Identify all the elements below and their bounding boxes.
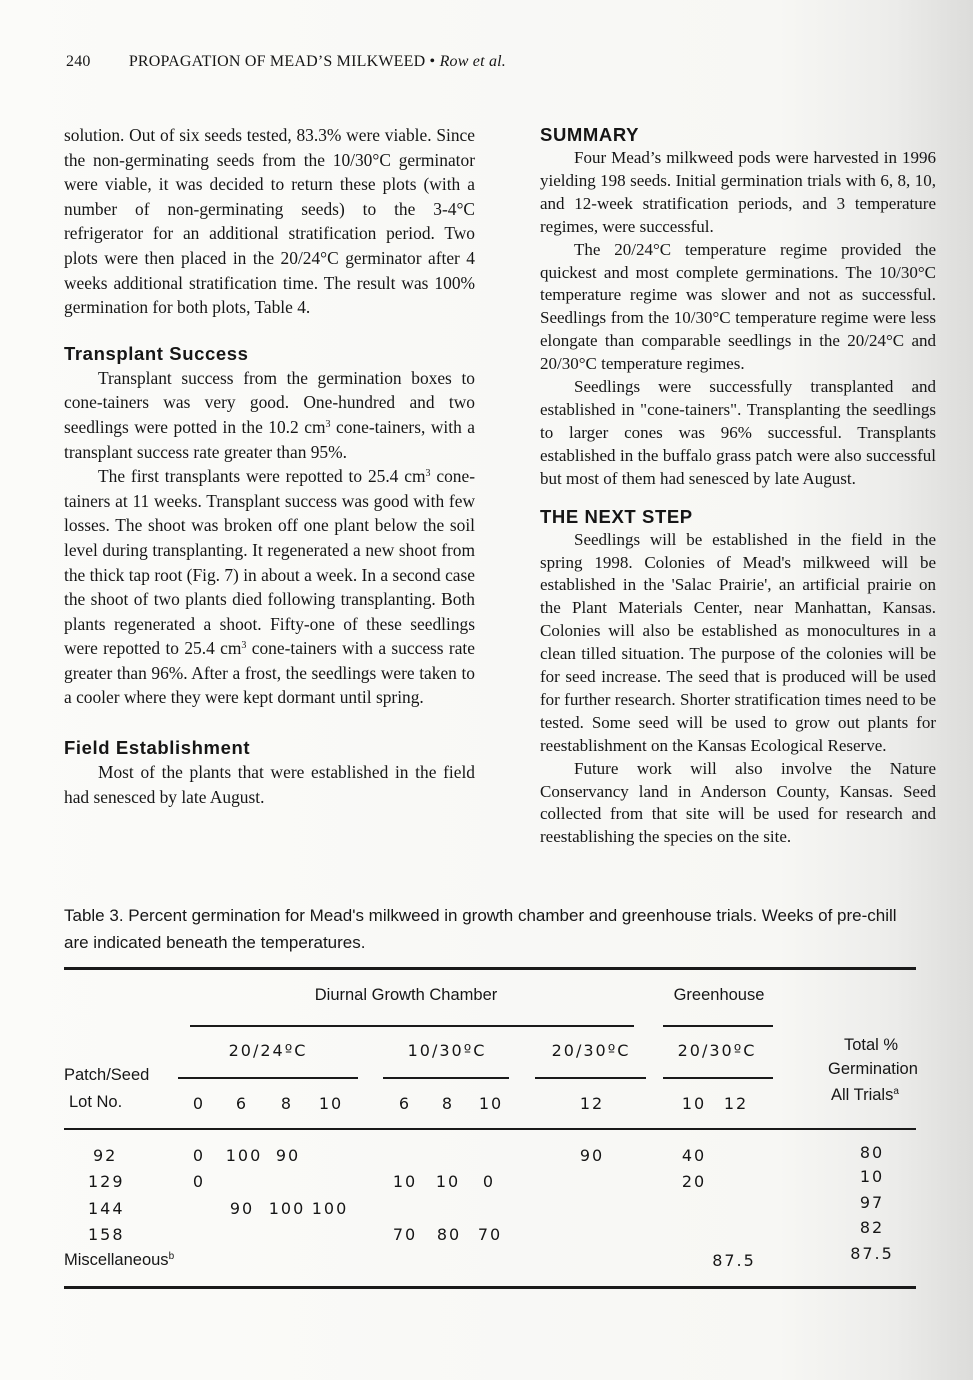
weeks-header: 0 [192,1094,206,1113]
table-cell-total: 82 [859,1218,885,1237]
weeks-header: 8 [441,1094,455,1113]
field-establishment-heading: Field Establishment [64,737,251,759]
table-cell: 0 [192,1146,206,1165]
table-cell: 90 [579,1146,605,1165]
table-cell: 20 [681,1172,707,1191]
temp-header-10-30: 10/30ºC [407,1041,487,1060]
total-header-line-3: All Trials$^a$ [831,1086,899,1104]
weeks-header: 10 [478,1094,504,1113]
table-header-rule [64,1128,916,1130]
table-cell-total: 87.5 [850,1244,894,1263]
temp-rule-20-30-greenhouse [663,1077,773,1079]
transplant-paragraph-1: Transplant success from the germination boxes to cone-tainers was very good. One-hundred and two seedlings were potted in the 10.2 $cm^3$ cone-tainers, with a transplant success rate greater than 95%. [64,367,475,462]
summary-paragraph-3: Seedlings were successfully transplanted and established in "cone-tainers". Transplanting the seedlings to larger cones was 96% successful. Transplants established in the buffalo grass patch were also successful but most of them had senesced by late August. [540,377,936,488]
table-cell: 80 [436,1225,462,1244]
next-step-paragraph-2: Future work will also involve the Nature Conservancy land in Anderson County, Kansas. Seed collected from that site will be used for research and reestablishing the species on the site. [540,758,936,847]
total-header-line-1: Total % [844,1036,899,1054]
weeks-header: 12 [723,1094,749,1113]
right-column [540,123,936,849]
summary-paragraph-2: The 20/24°C temperature regime provided the quickest and most complete germinations. The 10/30°C temperature regime was slower and not as successful. Seedlings from the 10/30°C temperature regime were less elongate than comparable seedlings in the 20/24°C and 20/30°C temperature regimes. [540,239,936,374]
temp-header-20-30-greenhouse: 20/30ºC [677,1041,757,1060]
table-cell: 87.5 [712,1251,756,1270]
transplant-paragraph-2: The first transplants were repotted to 25.4 $cm^3$ cone-tainers at 11 weeks. Transplant success was good with few losses. The shoot was broken off one plant below the soil level during transplanting. It regenerated a new shoot from the thick tap root (Fig. 7) in about a week. In a second case the shoot of two plants died following transplanting. Both plants regenerated a shoot. Fifty-one of these seedlings were repotted to 25.4 $cm^3$ cone-tainers with a success rate greater than 96%. After a frost, the seedlings were taken to a cooler where they were kept dormant until spring. [64,466,475,708]
left-column [64,123,475,809]
weeks-header: 12 [579,1094,605,1113]
table-cell: 100 [311,1199,349,1218]
table-row-lot: 144 [88,1199,125,1218]
table-row-lot: 158 [88,1225,125,1244]
table-caption: Table 3. Percent germination for Mead's milkweed in growth chamber and greenhouse trials. Weeks of pre-chill are indicated beneath the temperatures. [64,906,897,952]
growth-chamber-rule [190,1025,634,1027]
next-step-paragraph-1: Seedlings will be established in the field in the spring 1998. Colonies of Mead's milkweed will be established in the 'Salac Prairie', an artificial prairie on the Plant Materials Center, near Manhattan, Kansas. Colonies will also be established as monocultures in a clean tilled situation. The purpose of the colonies will be for seed increase. The seed that is produced will be used for further research. Shorter stratification times need to be tested. Some seed will be used to grow out plants for reestablishment on the Kansas Ecological Reserve. [540,529,936,755]
table-cell: 100 [268,1199,306,1218]
table-cell: 40 [681,1146,707,1165]
table-cell-total: 97 [859,1193,885,1212]
summary-heading: SUMMARY [540,124,640,145]
weeks-header: 8 [280,1094,294,1113]
running-authors: Row et al. [439,53,506,70]
group-header-greenhouse: Greenhouse [673,986,765,1004]
table-row-lot: Miscellaneous$^b$ [64,1251,175,1269]
table-cell: 90 [275,1146,301,1165]
row-header-line-1: Patch/Seed [64,1066,150,1084]
transplant-heading: Transplant Success [64,342,249,364]
weeks-header: 6 [235,1094,249,1113]
table-cell: 10 [392,1172,418,1191]
temp-rule-20-24 [178,1077,358,1079]
row-header-line-2: Lot No. [69,1093,123,1111]
intro-paragraph: solution. Out of six seeds tested, 83.3% were viable. Since the non-germinating seeds from the 10/30°C germinator were viable, it was decided to return these plots (with a number of non-germinating seeds) to the 3-4°C refrigerator for an additional stratification period. Two plots were then placed in the 20/24°C germinator after 4 weeks additional stratification time. The result was 100% germination for both plots, Table 4. [64,125,475,318]
table-cell: 70 [477,1225,503,1244]
table-bottom-rule [64,1286,916,1289]
temp-rule-20-30-chamber [535,1077,646,1079]
table-cell: 70 [392,1225,418,1244]
table-row-lot: 129 [88,1172,125,1191]
total-header-line-2: Germination [828,1060,918,1078]
running-head [66,53,506,71]
table-top-rule [64,967,916,970]
table-row-lot: 92 [93,1146,118,1165]
journal-running-title: PROPAGATION OF MEAD’S MILKWEED [128,53,426,70]
weeks-header: 10 [681,1094,707,1113]
table-cell-total: 80 [859,1143,885,1162]
table-cell: 10 [435,1172,461,1191]
table-cell-total: 10 [859,1167,885,1186]
temp-header-20-30-chamber: 20/30ºC [551,1041,631,1060]
next-step-heading: THE NEXT STEP [540,505,693,527]
table-cell: 0 [192,1172,206,1191]
temp-rule-10-30 [383,1077,509,1079]
group-header-growth-chamber: Diurnal Growth Chamber [314,986,498,1004]
bullet: • [429,53,436,70]
weeks-header: 6 [398,1094,412,1113]
temp-header-20-24: 20/24ºC [228,1041,308,1060]
page-number: 240 [66,53,91,70]
table-cell: 90 [229,1199,255,1218]
greenhouse-rule [663,1025,773,1027]
summary-paragraph-1: Four Mead’s milkweed pods were harvested in 1996 yielding 198 seeds. Initial germination trials with 6, 8, 10, and 12-week stratification periods, and 3 temperature regimes, were successful. [540,148,936,236]
table-cell: 0 [482,1172,496,1191]
field-paragraph: Most of the plants that were established in the field had senesced by late August. [64,762,475,807]
table-cell: 100 [225,1146,263,1165]
weeks-header: 10 [318,1094,344,1113]
